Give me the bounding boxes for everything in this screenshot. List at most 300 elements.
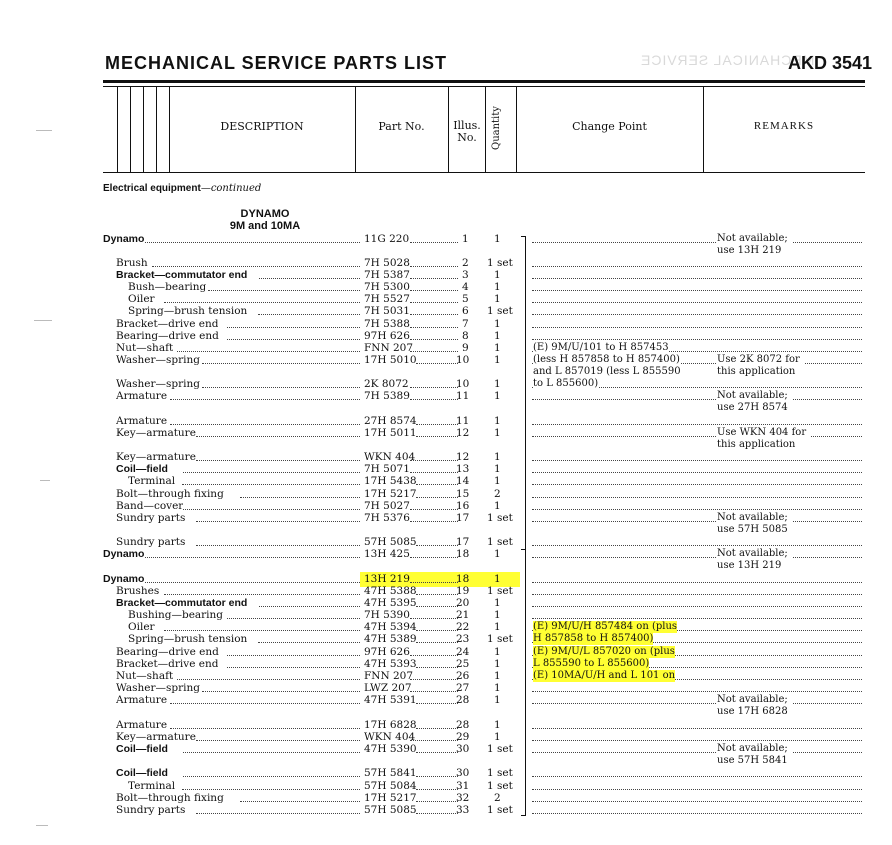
leader-dots <box>410 293 458 303</box>
page-title: MECHANICAL SERVICE PARTS LIST <box>105 53 448 73</box>
row-illus-no: 10 <box>456 378 470 390</box>
row-part-no: 11G 220 <box>364 233 410 245</box>
row-description: Sundry parts <box>116 804 186 816</box>
sub-heading-dynamo: DYNAMO <box>240 208 290 220</box>
row-part-no: 17H 5011 <box>364 427 417 439</box>
col-header-description: DESCRIPTION <box>220 120 304 133</box>
leader-dots <box>410 269 458 279</box>
row-part-no: 7H 5387 <box>364 269 410 281</box>
leader-dots <box>416 621 458 631</box>
leader-dots <box>416 658 458 668</box>
row-description: Washer—spring <box>116 378 200 390</box>
leader-dots <box>227 609 361 619</box>
col-header-quantity: Quantity <box>491 106 502 150</box>
leader-dots <box>416 585 458 595</box>
leader-dots <box>416 804 458 814</box>
leader-dots <box>416 694 458 704</box>
row-illus-no: 27 <box>456 682 470 694</box>
leader-dots <box>202 378 360 388</box>
table-row <box>0 475 892 488</box>
remark-text: use 13H 219 <box>717 560 785 572</box>
row-description: Armature <box>116 719 168 731</box>
row-description: Oiler <box>128 621 155 633</box>
row-illus-no: 21 <box>456 609 470 621</box>
row-description: Key—armature <box>116 427 196 439</box>
leader-dots <box>182 475 360 485</box>
row-illus-no: 28 <box>456 719 470 731</box>
row-illus-no: 8 <box>462 330 469 342</box>
row-quantity: 1 set <box>487 536 513 548</box>
leader-dots <box>196 427 360 437</box>
leader-dots <box>532 293 862 303</box>
row-description: Nut—shaft <box>116 342 174 354</box>
row-illus-no: 6 <box>462 305 469 317</box>
leader-dots <box>410 342 458 352</box>
leader-dots <box>410 682 458 692</box>
leader-dots <box>183 500 360 510</box>
leader-dots <box>410 548 458 558</box>
row-part-no: 47H 5391 <box>364 694 417 706</box>
row-quantity: 1 <box>494 731 501 743</box>
leader-dots <box>532 609 862 619</box>
leader-dots <box>196 536 360 546</box>
remark-text: use 13H 219 <box>717 245 785 257</box>
table-row <box>0 633 892 646</box>
leader-dots <box>196 731 360 741</box>
col-header-part-no: Part No. <box>378 120 425 133</box>
row-quantity: 1 <box>494 378 501 390</box>
row-quantity: 1 <box>494 427 501 439</box>
leader-dots <box>177 342 360 352</box>
row-illus-no: 18 <box>456 573 470 585</box>
row-quantity: 1 <box>494 548 501 560</box>
leader-dots <box>532 257 862 267</box>
leader-dots <box>416 597 458 607</box>
row-part-no: 97H 626 <box>364 646 410 658</box>
leader-dots <box>145 548 360 558</box>
row-illus-no: 11 <box>456 415 470 427</box>
leader-dots <box>164 585 360 595</box>
row-illus-no: 30 <box>456 767 470 779</box>
leader-dots <box>416 792 458 802</box>
leader-dots <box>410 670 458 680</box>
row-illus-no: 16 <box>456 500 470 512</box>
row-quantity: 1 set <box>487 804 513 816</box>
row-quantity: 1 set <box>487 585 513 597</box>
leader-dots <box>532 585 862 595</box>
row-part-no: 47H 5394 <box>364 621 417 633</box>
change-point-text: H 857858 to H 857400) <box>533 633 654 644</box>
leader-dots <box>410 451 458 461</box>
row-illus-no: 20 <box>456 597 470 609</box>
row-description: Nut—shaft <box>116 670 174 682</box>
row-quantity: 1 <box>494 694 501 706</box>
leader-dots <box>532 792 862 802</box>
row-description: Bracket—drive end <box>116 658 219 670</box>
leader-dots <box>183 463 360 473</box>
leader-dots <box>532 731 862 741</box>
row-part-no: 7H 5527 <box>364 293 410 305</box>
leader-dots <box>410 463 458 473</box>
row-quantity: 1 <box>494 318 501 330</box>
row-part-no: 47H 5390 <box>364 743 417 755</box>
leader-dots <box>145 233 360 243</box>
row-description: Bearing—drive end <box>116 330 219 342</box>
row-part-no: 47H 5393 <box>364 658 417 670</box>
change-point-text: (E) 10MA/U/H and L 101 on <box>533 670 676 681</box>
row-part-no: 47H 5388 <box>364 585 417 597</box>
row-part-no: 17H 6828 <box>364 719 417 731</box>
row-quantity: 2 <box>494 488 501 500</box>
row-illus-no: 2 <box>462 257 469 269</box>
remark-text: Not available; <box>717 694 792 706</box>
row-quantity: 1 <box>494 281 501 293</box>
row-illus-no: 17 <box>456 536 470 548</box>
row-description: Key—armature <box>116 731 196 743</box>
leader-dots <box>532 536 862 546</box>
row-part-no: 47H 5395 <box>364 597 417 609</box>
leader-dots <box>183 767 360 777</box>
leader-dots <box>208 281 360 291</box>
row-quantity: 1 set <box>487 633 513 645</box>
row-quantity: 2 <box>494 792 501 804</box>
row-description: Armature <box>116 415 168 427</box>
bleed-through-text: MECHANICAL SERVICE <box>640 52 815 68</box>
leader-dots <box>532 719 862 729</box>
remark-text: use 57H 5085 <box>717 524 792 536</box>
remark-text: Not available; <box>717 743 792 755</box>
row-part-no: 7H 5031 <box>364 305 410 317</box>
row-part-no: 27H 8574 <box>364 415 417 427</box>
leader-dots <box>196 804 360 814</box>
row-part-no: 57H 5085 <box>364 804 417 816</box>
row-illus-no: 19 <box>456 585 470 597</box>
row-part-no: LWZ 207 <box>364 682 412 694</box>
row-part-no: 47H 5389 <box>364 633 417 645</box>
leader-dots <box>532 682 862 692</box>
remark-text: use 17H 6828 <box>717 706 792 718</box>
row-quantity: 1 <box>494 670 501 682</box>
row-quantity: 1 set <box>487 305 513 317</box>
leader-dots <box>416 415 458 425</box>
leader-dots <box>258 633 360 643</box>
row-quantity: 1 <box>494 500 501 512</box>
leader-dots <box>416 475 458 485</box>
leader-dots <box>164 293 361 303</box>
leader-dots <box>183 743 360 753</box>
leader-dots <box>532 463 862 473</box>
leader-dots <box>532 548 862 558</box>
leader-dots <box>416 488 458 498</box>
row-illus-no: 13 <box>456 463 470 475</box>
row-illus-no: 10 <box>456 354 470 366</box>
row-description: Bush—bearing <box>128 281 207 293</box>
leader-dots <box>258 305 360 315</box>
sub-heading-models: 9M and 10MA <box>229 220 301 232</box>
table-row <box>0 767 892 780</box>
leader-dots <box>196 512 360 522</box>
remark-text: this application <box>717 366 799 378</box>
row-part-no: WKN 404 <box>364 731 416 743</box>
leader-dots <box>410 731 458 741</box>
row-description: Sundry parts <box>116 536 186 548</box>
row-part-no: 13H 425 <box>364 548 410 560</box>
leader-dots <box>416 427 458 437</box>
row-quantity: 1 <box>494 293 501 305</box>
leader-dots <box>532 330 862 340</box>
change-point-text: and L 857019 (less L 855590 <box>533 366 681 377</box>
row-description: Washer—spring <box>116 682 200 694</box>
row-part-no: 7H 5071 <box>364 463 410 475</box>
row-quantity: 1 <box>494 342 501 354</box>
row-quantity: 1 set <box>487 512 513 524</box>
row-illus-no: 23 <box>456 633 470 645</box>
row-description: Spring—brush tension <box>128 305 248 317</box>
leader-dots <box>410 512 458 522</box>
leader-dots <box>410 646 458 656</box>
row-description: Dynamo <box>103 233 145 245</box>
row-part-no: 17H 5217 <box>364 488 417 500</box>
row-part-no: 97H 626 <box>364 330 410 342</box>
row-illus-no: 22 <box>456 621 470 633</box>
row-illus-no: 7 <box>462 318 469 330</box>
row-illus-no: 28 <box>456 694 470 706</box>
table-row <box>0 305 892 318</box>
row-part-no: 2K 8072 <box>364 378 409 390</box>
row-quantity: 1 set <box>487 780 513 792</box>
row-illus-no: 15 <box>456 488 470 500</box>
leader-dots <box>532 269 862 279</box>
row-illus-no: 11 <box>456 390 470 402</box>
row-illus-no: 18 <box>456 548 470 560</box>
row-quantity: 1 <box>494 658 501 670</box>
leader-dots <box>227 330 360 340</box>
row-part-no: FNN 207 <box>364 342 414 354</box>
leader-dots <box>416 536 458 546</box>
row-illus-no: 33 <box>456 804 470 816</box>
row-description: Spring—brush tension <box>128 633 248 645</box>
row-part-no: 17H 5438 <box>364 475 417 487</box>
leader-dots <box>532 512 862 522</box>
leader-dots <box>410 281 458 291</box>
leader-dots <box>532 767 862 777</box>
leader-dots <box>259 269 360 279</box>
row-part-no: 7H 5389 <box>364 390 410 402</box>
row-quantity: 1 <box>494 597 501 609</box>
row-quantity: 1 <box>494 646 501 658</box>
row-part-no: 13H 219 <box>364 573 410 585</box>
leader-dots <box>227 646 360 656</box>
row-quantity: 1 <box>494 573 501 585</box>
leader-dots <box>202 354 360 364</box>
row-description: Brush <box>116 257 148 269</box>
leader-dots <box>410 500 458 510</box>
row-description: Bracket—commutator end <box>116 269 248 281</box>
leader-dots <box>532 780 862 790</box>
row-description: Dynamo <box>103 548 145 560</box>
remark-text: Use 2K 8072 for <box>717 354 804 366</box>
leader-dots <box>410 233 458 243</box>
row-quantity: 1 <box>494 354 501 366</box>
row-description: Armature <box>116 390 168 402</box>
row-description: Coil—field <box>116 767 168 779</box>
leader-dots <box>532 305 862 315</box>
remark-text: this application <box>717 439 799 451</box>
col-header-illus-no: Illus. No. <box>453 119 481 144</box>
row-quantity: 1 <box>494 475 501 487</box>
leader-dots <box>410 609 458 619</box>
row-description: Key—armature <box>116 451 196 463</box>
row-quantity: 1 <box>494 269 501 281</box>
row-quantity: 1 <box>494 682 501 694</box>
table-row <box>0 804 892 817</box>
leader-dots <box>240 792 360 802</box>
leader-dots <box>532 390 862 400</box>
leader-dots <box>416 719 458 729</box>
leader-dots <box>532 318 862 328</box>
row-part-no: 7H 5388 <box>364 318 410 330</box>
leader-dots <box>170 719 360 729</box>
leader-dots <box>227 658 360 668</box>
row-illus-no: 26 <box>456 670 470 682</box>
leader-dots <box>416 743 458 753</box>
row-part-no: 7H 5300 <box>364 281 410 293</box>
row-illus-no: 32 <box>456 792 470 804</box>
row-illus-no: 17 <box>456 512 470 524</box>
leader-dots <box>532 573 862 583</box>
leader-dots <box>152 257 361 267</box>
col-header-remarks: REMARKS <box>753 120 815 132</box>
remark-text: use 27H 8574 <box>717 402 792 414</box>
leader-dots <box>532 427 862 437</box>
change-point-text: (E) 9M/U/L 857020 on (plus <box>533 646 675 657</box>
row-description: Bracket—commutator end <box>116 597 248 609</box>
row-description: Bushing—bearing <box>128 609 224 621</box>
leader-dots <box>532 597 862 607</box>
row-description: Band—cover <box>116 500 184 512</box>
row-illus-no: 4 <box>462 281 469 293</box>
row-quantity: 1 set <box>487 257 513 269</box>
remark-text: Not available; <box>717 548 792 560</box>
row-part-no: WKN 404 <box>364 451 416 463</box>
leader-dots <box>410 378 458 388</box>
leader-dots <box>240 488 360 498</box>
row-description: Brushes <box>116 585 160 597</box>
leader-dots <box>532 415 862 425</box>
change-point-text: (less H 857858 to H 857400) <box>533 354 680 365</box>
leader-dots <box>532 451 862 461</box>
row-description: Sundry parts <box>116 512 186 524</box>
change-point-text: (E) 9M/U/H 857484 on (plus <box>533 621 678 632</box>
row-description: Dynamo <box>103 573 145 585</box>
row-quantity: 1 set <box>487 743 513 755</box>
row-quantity: 1 <box>494 330 501 342</box>
row-description: Bolt—through fixing <box>116 792 224 804</box>
row-quantity: 1 <box>494 621 501 633</box>
row-quantity: 1 <box>494 233 501 245</box>
document-code: AKD 3541 <box>787 53 872 73</box>
row-description: Bolt—through fixing <box>116 488 224 500</box>
leader-dots <box>410 257 458 267</box>
row-quantity: 1 <box>494 719 501 731</box>
row-description: Oiler <box>128 293 155 305</box>
row-quantity: 1 <box>494 463 501 475</box>
leader-dots <box>177 670 360 680</box>
leader-dots <box>170 390 360 400</box>
section-suffix: —continued <box>200 183 262 194</box>
row-quantity: 1 set <box>487 767 513 779</box>
leader-dots <box>410 330 458 340</box>
change-point-text: to L 855600) <box>533 378 599 389</box>
row-part-no: 17H 5010 <box>364 354 417 366</box>
row-description: Coil—field <box>116 743 168 755</box>
row-description: Bearing—drive end <box>116 646 219 658</box>
leader-dots <box>532 281 862 291</box>
row-part-no: 7H 5376 <box>364 512 410 524</box>
leader-dots <box>170 694 360 704</box>
row-description: Bracket—drive end <box>116 318 219 330</box>
row-part-no: 17H 5217 <box>364 792 417 804</box>
row-part-no: 57H 5085 <box>364 536 417 548</box>
row-illus-no: 5 <box>462 293 469 305</box>
section-heading <box>103 183 261 194</box>
leader-dots <box>170 415 360 425</box>
row-illus-no: 1 <box>462 233 469 245</box>
remark-text: use 57H 5841 <box>717 755 792 767</box>
row-illus-no: 30 <box>456 743 470 755</box>
row-description: Terminal <box>128 780 176 792</box>
row-quantity: 1 <box>494 451 501 463</box>
leader-dots <box>410 305 458 315</box>
remark-text: Not available; <box>717 233 792 245</box>
row-quantity: 1 <box>494 390 501 402</box>
row-part-no: 7H 5028 <box>364 257 410 269</box>
leader-dots <box>532 500 862 510</box>
leader-dots <box>259 597 360 607</box>
leader-dots <box>202 682 360 692</box>
leader-dots <box>416 354 458 364</box>
row-quantity: 1 <box>494 415 501 427</box>
row-part-no: 7H 5390 <box>364 609 410 621</box>
leader-dots <box>145 573 360 583</box>
leader-dots <box>196 451 360 461</box>
leader-dots <box>532 488 862 498</box>
leader-dots <box>532 233 862 243</box>
leader-dots <box>227 318 360 328</box>
change-point-text: L 855590 to L 855600) <box>533 658 650 669</box>
leader-dots <box>532 694 862 704</box>
leader-dots <box>410 573 458 583</box>
row-illus-no: 31 <box>456 780 470 792</box>
row-description: Terminal <box>128 475 176 487</box>
leader-dots <box>410 390 458 400</box>
remark-text: Not available; <box>717 390 792 402</box>
row-illus-no: 12 <box>456 427 470 439</box>
row-description: Armature <box>116 694 168 706</box>
row-illus-no: 9 <box>462 342 469 354</box>
remark-text: Use WKN 404 for <box>717 427 810 439</box>
row-illus-no: 12 <box>456 451 470 463</box>
row-part-no: FNN 207 <box>364 670 414 682</box>
leader-dots <box>416 780 458 790</box>
leader-dots <box>182 780 360 790</box>
row-part-no: 7H 5027 <box>364 500 410 512</box>
row-part-no: 57H 5084 <box>364 780 417 792</box>
leader-dots <box>410 318 458 328</box>
leader-dots <box>532 804 862 814</box>
change-point-text: (E) 9M/U/101 to H 857453 <box>533 342 669 353</box>
row-illus-no: 3 <box>462 269 469 281</box>
